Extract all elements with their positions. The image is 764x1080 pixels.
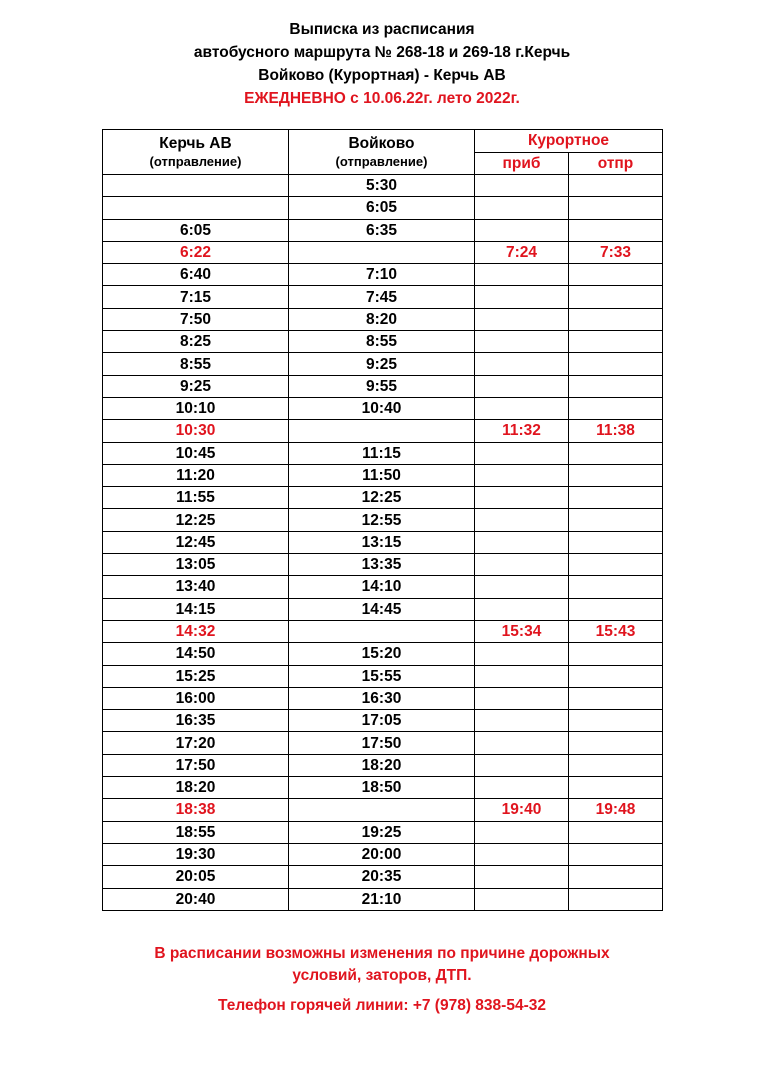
cell-arr xyxy=(475,353,569,375)
table-row xyxy=(103,264,663,286)
cell-kerch: 17:50 xyxy=(103,754,289,776)
cell-voikovo: 13:35 xyxy=(289,554,475,576)
cell-kerch: 20:05 xyxy=(103,866,289,888)
cell-kerch: 20:40 xyxy=(103,888,289,910)
cell-kerch: 12:45 xyxy=(103,531,289,553)
cell-arr: 11:32 xyxy=(475,420,569,442)
cell-arr xyxy=(475,866,569,888)
table-row xyxy=(103,843,663,865)
footer-phone: Телефон горячей линии: +7 (978) 838-54-32 xyxy=(218,997,546,1014)
header-direction: Войково (Курортная) - Керчь АВ xyxy=(258,67,506,84)
table-row xyxy=(103,643,663,665)
cell-voikovo: 14:10 xyxy=(289,576,475,598)
cell-voikovo: 11:50 xyxy=(289,464,475,486)
table-row xyxy=(103,777,663,799)
schedule-table xyxy=(102,129,663,911)
cell-dep xyxy=(569,888,663,910)
table-row xyxy=(103,331,663,353)
cell-dep xyxy=(569,687,663,709)
table-row xyxy=(103,464,663,486)
column-voikovo-title: Войково xyxy=(348,134,415,152)
table-row xyxy=(103,687,663,709)
column-kurort: Курортное xyxy=(475,130,663,153)
column-kerch-sub: (отправление) xyxy=(149,153,242,169)
cell-voikovo: 8:20 xyxy=(289,308,475,330)
cell-dep xyxy=(569,643,663,665)
cell-dep xyxy=(569,264,663,286)
cell-kerch: 19:30 xyxy=(103,843,289,865)
cell-voikovo: 20:00 xyxy=(289,843,475,865)
cell-voikovo: 7:45 xyxy=(289,286,475,308)
cell-kerch: 6:22 xyxy=(103,241,289,263)
cell-kerch: 13:05 xyxy=(103,554,289,576)
cell-arr xyxy=(475,665,569,687)
table-row xyxy=(103,509,663,531)
table-row xyxy=(103,442,663,464)
cell-dep xyxy=(569,331,663,353)
table-row xyxy=(103,710,663,732)
cell-arr xyxy=(475,464,569,486)
cell-dep xyxy=(569,286,663,308)
cell-kerch: 7:50 xyxy=(103,308,289,330)
cell-kerch: 14:50 xyxy=(103,643,289,665)
cell-dep: 11:38 xyxy=(569,420,663,442)
cell-dep xyxy=(569,554,663,576)
header-route: автобусного маршрута № 268-18 и 269-18 г.Керчь xyxy=(193,44,571,61)
cell-arr xyxy=(475,175,569,197)
cell-dep xyxy=(569,464,663,486)
cell-arr xyxy=(475,554,569,576)
table-row xyxy=(103,420,663,442)
cell-dep xyxy=(569,710,663,732)
cell-kerch: 18:38 xyxy=(103,799,289,821)
table-row xyxy=(103,286,663,308)
cell-arr xyxy=(475,576,569,598)
cell-arr xyxy=(475,710,569,732)
cell-dep xyxy=(569,576,663,598)
cell-voikovo: 18:20 xyxy=(289,754,475,776)
cell-kerch: 12:25 xyxy=(103,509,289,531)
cell-dep: 7:33 xyxy=(569,241,663,263)
cell-dep xyxy=(569,866,663,888)
cell-voikovo: 15:55 xyxy=(289,665,475,687)
cell-dep xyxy=(569,197,663,219)
cell-dep xyxy=(569,531,663,553)
cell-voikovo: 17:50 xyxy=(289,732,475,754)
table-row xyxy=(103,353,663,375)
cell-kerch: 14:32 xyxy=(103,620,289,642)
cell-arr xyxy=(475,687,569,709)
table-row xyxy=(103,487,663,509)
cell-dep xyxy=(569,219,663,241)
cell-kerch: 8:55 xyxy=(103,353,289,375)
table-row xyxy=(103,554,663,576)
cell-dep xyxy=(569,509,663,531)
cell-voikovo: 6:05 xyxy=(289,197,475,219)
table-row xyxy=(103,241,663,263)
cell-dep: 19:48 xyxy=(569,799,663,821)
cell-arr xyxy=(475,397,569,419)
cell-dep xyxy=(569,754,663,776)
document-footer xyxy=(0,943,764,1017)
cell-arr: 15:34 xyxy=(475,620,569,642)
cell-voikovo: 19:25 xyxy=(289,821,475,843)
cell-arr xyxy=(475,487,569,509)
cell-kerch: 10:10 xyxy=(103,397,289,419)
table-row xyxy=(103,175,663,197)
cell-dep xyxy=(569,353,663,375)
cell-voikovo: 6:35 xyxy=(289,219,475,241)
table-row xyxy=(103,732,663,754)
cell-arr xyxy=(475,197,569,219)
cell-dep xyxy=(569,665,663,687)
column-kerch-title: Керчь АВ xyxy=(159,134,232,152)
cell-arr xyxy=(475,509,569,531)
cell-arr: 7:24 xyxy=(475,241,569,263)
cell-arr xyxy=(475,843,569,865)
cell-voikovo: 17:05 xyxy=(289,710,475,732)
table-row xyxy=(103,576,663,598)
table-row xyxy=(103,308,663,330)
table-row xyxy=(103,219,663,241)
cell-arr xyxy=(475,643,569,665)
cell-arr xyxy=(475,821,569,843)
table-row xyxy=(103,620,663,642)
cell-dep xyxy=(569,442,663,464)
cell-voikovo: 8:55 xyxy=(289,331,475,353)
cell-kerch xyxy=(103,175,289,197)
cell-dep xyxy=(569,397,663,419)
cell-kerch: 10:30 xyxy=(103,420,289,442)
column-kerch xyxy=(103,130,289,175)
cell-voikovo xyxy=(289,241,475,263)
cell-arr xyxy=(475,732,569,754)
cell-voikovo: 18:50 xyxy=(289,777,475,799)
cell-kerch: 7:15 xyxy=(103,286,289,308)
cell-arr xyxy=(475,598,569,620)
cell-kerch: 6:05 xyxy=(103,219,289,241)
cell-voikovo: 11:15 xyxy=(289,442,475,464)
cell-arr xyxy=(475,331,569,353)
schedule-header xyxy=(103,130,663,175)
header-validity: ЕЖЕДНЕВНО с 10.06.22г. лето 2022г. xyxy=(244,90,520,107)
cell-voikovo: 16:30 xyxy=(289,687,475,709)
cell-kerch: 13:40 xyxy=(103,576,289,598)
cell-kerch: 11:20 xyxy=(103,464,289,486)
cell-arr xyxy=(475,888,569,910)
cell-kerch: 15:25 xyxy=(103,665,289,687)
cell-arr xyxy=(475,777,569,799)
cell-voikovo: 21:10 xyxy=(289,888,475,910)
cell-voikovo: 7:10 xyxy=(289,264,475,286)
cell-dep xyxy=(569,843,663,865)
table-row xyxy=(103,375,663,397)
cell-dep xyxy=(569,732,663,754)
cell-dep: 15:43 xyxy=(569,620,663,642)
cell-dep xyxy=(569,821,663,843)
table-row xyxy=(103,531,663,553)
cell-kerch: 16:35 xyxy=(103,710,289,732)
cell-arr xyxy=(475,442,569,464)
schedule-body xyxy=(103,175,663,911)
cell-kerch xyxy=(103,197,289,219)
cell-arr xyxy=(475,375,569,397)
cell-dep xyxy=(569,375,663,397)
table-row xyxy=(103,598,663,620)
cell-arr xyxy=(475,308,569,330)
cell-arr xyxy=(475,754,569,776)
table-row xyxy=(103,665,663,687)
cell-arr xyxy=(475,219,569,241)
cell-kerch: 8:25 xyxy=(103,331,289,353)
cell-voikovo: 12:55 xyxy=(289,509,475,531)
cell-dep xyxy=(569,487,663,509)
cell-voikovo: 13:15 xyxy=(289,531,475,553)
cell-dep xyxy=(569,777,663,799)
cell-kerch: 18:20 xyxy=(103,777,289,799)
cell-arr xyxy=(475,286,569,308)
cell-arr: 19:40 xyxy=(475,799,569,821)
table-row xyxy=(103,888,663,910)
footer-notice-line1: В расписании возможны изменения по причине дорожных xyxy=(154,945,610,962)
cell-kerch: 17:20 xyxy=(103,732,289,754)
cell-voikovo: 15:20 xyxy=(289,643,475,665)
table-row xyxy=(103,754,663,776)
cell-arr xyxy=(475,531,569,553)
column-kurort-arrival: приб xyxy=(475,152,569,175)
header-title: Выписка из расписания xyxy=(289,21,475,38)
cell-kerch: 16:00 xyxy=(103,687,289,709)
cell-kerch: 14:15 xyxy=(103,598,289,620)
cell-kerch: 11:55 xyxy=(103,487,289,509)
cell-voikovo xyxy=(289,799,475,821)
cell-voikovo: 12:25 xyxy=(289,487,475,509)
table-row xyxy=(103,397,663,419)
cell-voikovo: 10:40 xyxy=(289,397,475,419)
cell-voikovo: 14:45 xyxy=(289,598,475,620)
table-row xyxy=(103,821,663,843)
footer-notice-line2: условий, заторов, ДТП. xyxy=(292,967,472,984)
column-voikovo xyxy=(289,130,475,175)
cell-kerch: 10:45 xyxy=(103,442,289,464)
table-row xyxy=(103,197,663,219)
cell-dep xyxy=(569,175,663,197)
document-header xyxy=(0,18,764,110)
column-voikovo-sub: (отправление) xyxy=(335,153,428,169)
table-row xyxy=(103,866,663,888)
cell-voikovo: 9:25 xyxy=(289,353,475,375)
column-kurort-departure: отпр xyxy=(569,152,663,175)
cell-voikovo: 9:55 xyxy=(289,375,475,397)
cell-dep xyxy=(569,598,663,620)
cell-arr xyxy=(475,264,569,286)
cell-voikovo: 20:35 xyxy=(289,866,475,888)
table-row xyxy=(103,799,663,821)
cell-kerch: 9:25 xyxy=(103,375,289,397)
cell-voikovo xyxy=(289,420,475,442)
cell-kerch: 18:55 xyxy=(103,821,289,843)
cell-dep xyxy=(569,308,663,330)
cell-voikovo xyxy=(289,620,475,642)
cell-voikovo: 5:30 xyxy=(289,175,475,197)
cell-kerch: 6:40 xyxy=(103,264,289,286)
